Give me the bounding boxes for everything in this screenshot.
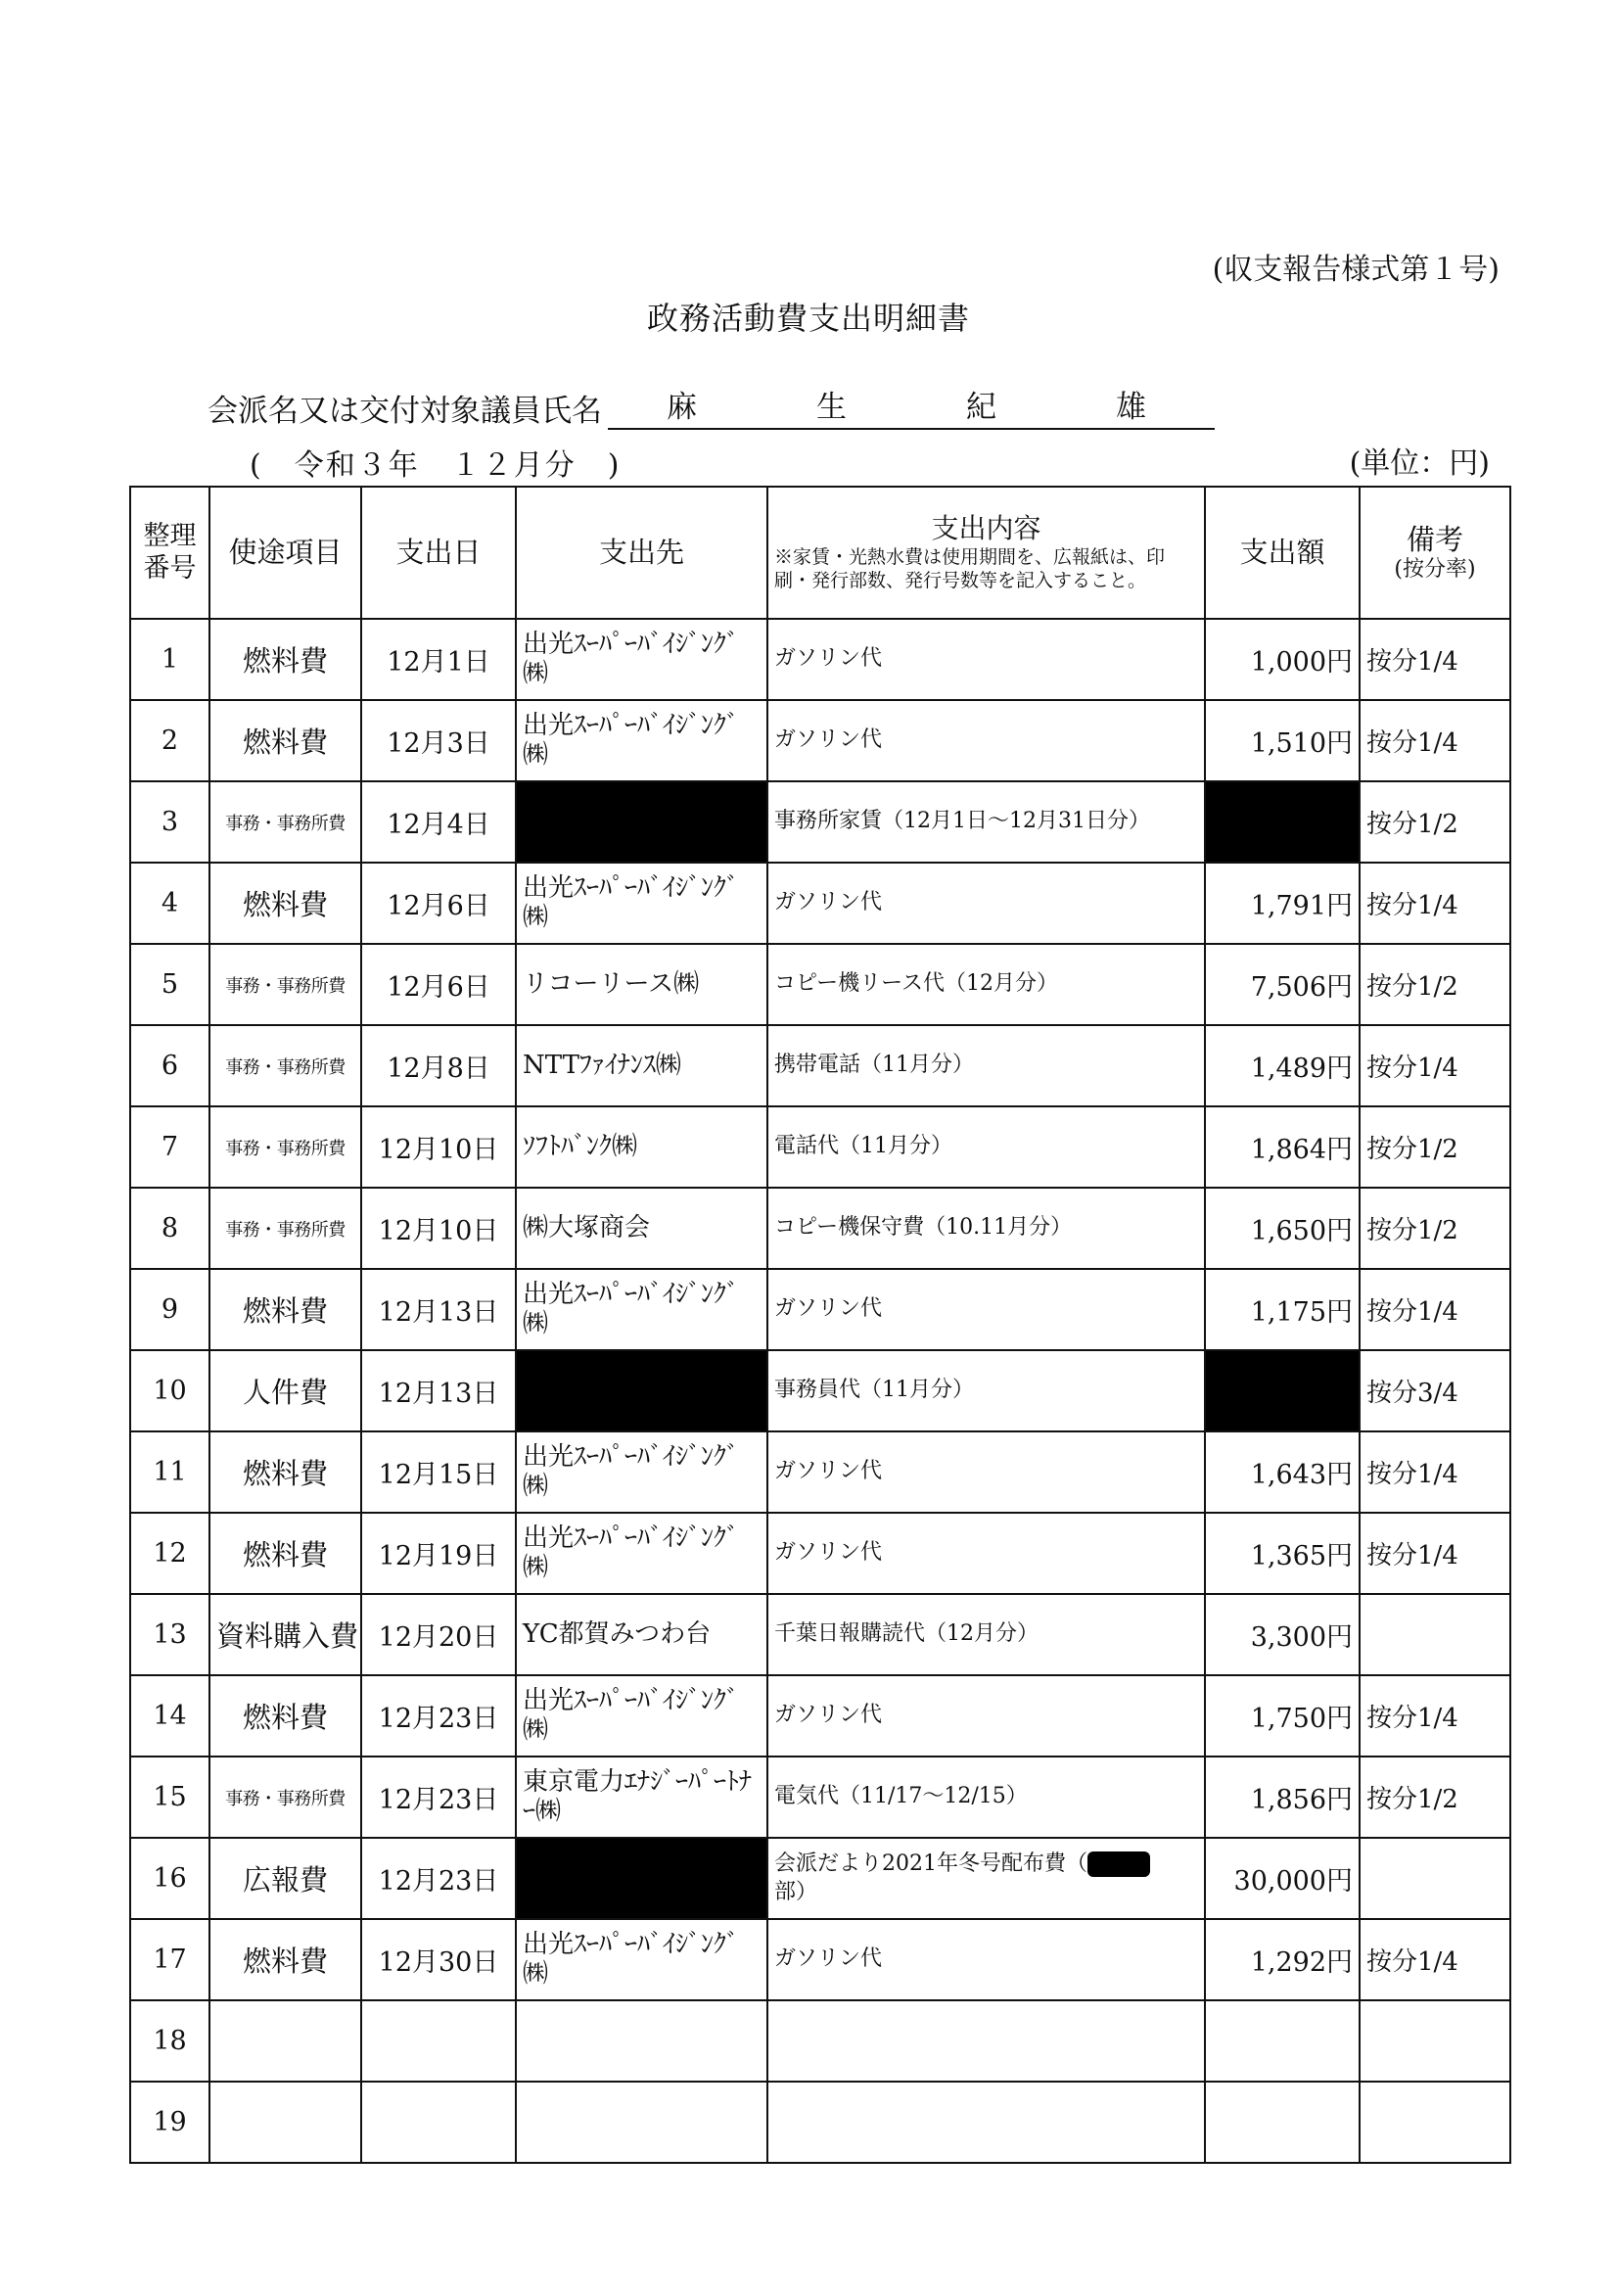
expense-detail: ガソリン代 <box>767 863 1205 944</box>
payee: 出光ｽｰﾊﾟｰﾊﾞｲｼﾞﾝｸﾞ㈱ <box>516 1513 767 1594</box>
expense-category: 事務・事務所費 <box>209 1106 361 1188</box>
expense-amount <box>1205 2000 1360 2082</box>
payee: 出光ｽｰﾊﾟｰﾊﾞｲｼﾞﾝｸﾞ㈱ <box>516 700 767 781</box>
table-header-row <box>130 487 1510 619</box>
expense-date: 12月30日 <box>361 1919 516 2000</box>
expense-category: 燃料費 <box>209 1513 361 1594</box>
expense-detail <box>767 2082 1205 2163</box>
expense-date: 12月3日 <box>361 700 516 781</box>
expense-amount: 1,856円 <box>1205 1757 1360 1838</box>
expense-amount: 1,489円 <box>1205 1025 1360 1106</box>
expense-amount: 1,000円 <box>1205 619 1360 700</box>
header-item: 使途項目 <box>209 487 361 619</box>
payee: NTTﾌｧｲﾅﾝｽ㈱ <box>516 1025 767 1106</box>
expense-table <box>129 486 1511 2164</box>
expense-category: 燃料費 <box>209 700 361 781</box>
header-amount: 支出額 <box>1205 487 1360 619</box>
table-row <box>130 1838 1510 1919</box>
header-payee: 支出先 <box>516 487 767 619</box>
table-row <box>130 944 1510 1025</box>
table-row <box>130 1106 1510 1188</box>
expense-date: 12月13日 <box>361 1269 516 1350</box>
name-char: 生 <box>816 390 847 425</box>
allocation-note: 按分1/4 <box>1360 863 1510 944</box>
header-date: 支出日 <box>361 487 516 619</box>
expense-detail: ガソリン代 <box>767 1269 1205 1350</box>
header-no: 整理番号 <box>130 487 209 619</box>
expense-amount: 7,506円 <box>1205 944 1360 1025</box>
row-number: 12 <box>130 1513 209 1594</box>
row-number: 1 <box>130 619 209 700</box>
name-char: 雄 <box>1116 390 1146 425</box>
payee: 出光ｽｰﾊﾟｰﾊﾞｲｼﾞﾝｸﾞ㈱ <box>516 863 767 944</box>
allocation-note: 按分1/4 <box>1360 1513 1510 1594</box>
expense-detail <box>767 2000 1205 2082</box>
expense-amount: 1,650円 <box>1205 1188 1360 1269</box>
allocation-note: 按分1/2 <box>1360 1188 1510 1269</box>
redaction-mark <box>1087 1851 1150 1877</box>
expense-amount: 1,864円 <box>1205 1106 1360 1188</box>
expense-amount: 1,365円 <box>1205 1513 1360 1594</box>
row-number: 10 <box>130 1350 209 1431</box>
table-row <box>130 700 1510 781</box>
table-row <box>130 781 1510 863</box>
header-detail <box>767 487 1205 619</box>
document-title: 政務活動費支出明細書 <box>646 300 970 337</box>
payee <box>516 2082 767 2163</box>
expense-category: 燃料費 <box>209 1431 361 1513</box>
expense-detail: ガソリン代 <box>767 700 1205 781</box>
row-number: 5 <box>130 944 209 1025</box>
table-row <box>130 1431 1510 1513</box>
allocation-note: 按分1/2 <box>1360 781 1510 863</box>
expense-category: 燃料費 <box>209 863 361 944</box>
expense-detail: ガソリン代 <box>767 1919 1205 2000</box>
expense-date: 12月6日 <box>361 863 516 944</box>
table-row <box>130 1269 1510 1350</box>
row-number: 9 <box>130 1269 209 1350</box>
payee: 出光ｽｰﾊﾟｰﾊﾞｲｼﾞﾝｸﾞ㈱ <box>516 1675 767 1757</box>
row-number: 3 <box>130 781 209 863</box>
row-number: 2 <box>130 700 209 781</box>
table-row <box>130 1757 1510 1838</box>
member-name-row <box>208 382 1215 430</box>
expense-category: 事務・事務所費 <box>209 781 361 863</box>
header-detail-note: ※家賃・光熱水費は使用期間を、広報紙は、印刷・発行部数、発行号数等を記入すること。 <box>774 545 1166 592</box>
expense-detail: コピー機リース代（12月分） <box>767 944 1205 1025</box>
table-row <box>130 1675 1510 1757</box>
allocation-note <box>1360 2082 1510 2163</box>
expense-date: 12月20日 <box>361 1594 516 1675</box>
table-row <box>130 1188 1510 1269</box>
row-number: 6 <box>130 1025 209 1106</box>
header-detail-main: 支出内容 <box>931 512 1041 545</box>
payee-redacted <box>516 781 767 863</box>
expense-date: 12月4日 <box>361 781 516 863</box>
expense-detail: 電気代（11/17～12/15） <box>767 1757 1205 1838</box>
expense-date: 12月6日 <box>361 944 516 1025</box>
member-name-label: 会派名又は交付対象議員氏名 <box>208 394 602 429</box>
expense-amount-redacted <box>1205 1350 1360 1431</box>
expense-category: 燃料費 <box>209 1919 361 2000</box>
row-number: 8 <box>130 1188 209 1269</box>
expense-category: 人件費 <box>209 1350 361 1431</box>
expense-detail: 携帯電話（11月分） <box>767 1025 1205 1106</box>
header-note <box>1360 487 1510 619</box>
allocation-note <box>1360 1594 1510 1675</box>
form-number: (収支報告様式第１号) <box>1212 253 1500 287</box>
allocation-note: 按分1/4 <box>1360 1269 1510 1350</box>
payee: 出光ｽｰﾊﾟｰﾊﾞｲｼﾞﾝｸﾞ㈱ <box>516 1431 767 1513</box>
row-number: 14 <box>130 1675 209 1757</box>
expense-amount: 1,510円 <box>1205 700 1360 781</box>
expense-detail: 千葉日報購読代（12月分） <box>767 1594 1205 1675</box>
expense-date: 12月10日 <box>361 1106 516 1188</box>
expense-amount: 1,750円 <box>1205 1675 1360 1757</box>
payee: 出光ｽｰﾊﾟｰﾊﾞｲｼﾞﾝｸﾞ㈱ <box>516 619 767 700</box>
allocation-note: 按分1/4 <box>1360 1675 1510 1757</box>
allocation-note: 按分1/4 <box>1360 619 1510 700</box>
allocation-note: 按分1/4 <box>1360 1919 1510 2000</box>
name-char: 紀 <box>966 390 996 425</box>
expense-amount: 1,791円 <box>1205 863 1360 944</box>
expense-category: 燃料費 <box>209 1675 361 1757</box>
table-row <box>130 1350 1510 1431</box>
table-row <box>130 1919 1510 2000</box>
expense-amount: 1,292円 <box>1205 1919 1360 2000</box>
expense-amount: 1,175円 <box>1205 1269 1360 1350</box>
table-row <box>130 1594 1510 1675</box>
expense-detail: 事務所家賃（12月1日～12月31日分） <box>767 781 1205 863</box>
allocation-note: 按分1/4 <box>1360 1431 1510 1513</box>
expense-amount <box>1205 2082 1360 2163</box>
expense-amount: 1,643円 <box>1205 1431 1360 1513</box>
expense-date: 12月1日 <box>361 619 516 700</box>
header-note-sub: (按分率) <box>1394 556 1476 582</box>
allocation-note <box>1360 2000 1510 2082</box>
allocation-note: 按分1/2 <box>1360 944 1510 1025</box>
row-number: 13 <box>130 1594 209 1675</box>
payee: 東京電力ｴﾅｼﾞｰﾊﾟｰﾄﾅｰ㈱ <box>516 1757 767 1838</box>
row-number: 7 <box>130 1106 209 1188</box>
row-number: 11 <box>130 1431 209 1513</box>
table-row <box>130 2000 1510 2082</box>
payee: ㈱大塚商会 <box>516 1188 767 1269</box>
expense-detail <box>767 1838 1205 1919</box>
expense-category: 事務・事務所費 <box>209 1757 361 1838</box>
expense-category: 資料購入費 <box>209 1594 361 1675</box>
expense-category: 燃料費 <box>209 1269 361 1350</box>
expense-detail: ガソリン代 <box>767 619 1205 700</box>
expense-date <box>361 2082 516 2163</box>
row-number: 16 <box>130 1838 209 1919</box>
expense-detail: 事務員代（11月分） <box>767 1350 1205 1431</box>
member-name-value <box>608 382 1215 430</box>
expense-date: 12月19日 <box>361 1513 516 1594</box>
payee: リコーリース㈱ <box>516 944 767 1025</box>
expense-detail: コピー機保守費（10.11月分） <box>767 1188 1205 1269</box>
row-number: 15 <box>130 1757 209 1838</box>
expense-category <box>209 2082 361 2163</box>
row-number: 4 <box>130 863 209 944</box>
detail-suffix: 部） <box>774 1879 818 1904</box>
table-row <box>130 863 1510 944</box>
table-row <box>130 1025 1510 1106</box>
allocation-note: 按分1/2 <box>1360 1106 1510 1188</box>
expense-date <box>361 2000 516 2082</box>
expense-category: 広報費 <box>209 1838 361 1919</box>
report-period: ( 令和３年 １２月分 ) <box>250 448 622 483</box>
detail-text: 会派だより2021年冬号配布費（ <box>774 1851 1087 1876</box>
expense-detail: ガソリン代 <box>767 1675 1205 1757</box>
expense-category: 燃料費 <box>209 619 361 700</box>
expense-date: 12月23日 <box>361 1675 516 1757</box>
expense-category: 事務・事務所費 <box>209 1188 361 1269</box>
expense-date: 12月13日 <box>361 1350 516 1431</box>
row-number: 19 <box>130 2082 209 2163</box>
header-note-main: 備考 <box>1406 522 1463 556</box>
payee: YC都賀みつわ台 <box>516 1594 767 1675</box>
allocation-note: 按分1/4 <box>1360 700 1510 781</box>
expense-amount: 3,300円 <box>1205 1594 1360 1675</box>
expense-date: 12月8日 <box>361 1025 516 1106</box>
payee: 出光ｽｰﾊﾟｰﾊﾞｲｼﾞﾝｸﾞ㈱ <box>516 1919 767 2000</box>
expense-date: 12月15日 <box>361 1431 516 1513</box>
table-row <box>130 619 1510 700</box>
currency-unit: (単位：円) <box>1349 446 1490 481</box>
table-row <box>130 2082 1510 2163</box>
payee-redacted <box>516 1838 767 1919</box>
expense-category: 事務・事務所費 <box>209 944 361 1025</box>
row-number: 17 <box>130 1919 209 2000</box>
expense-amount-redacted <box>1205 781 1360 863</box>
expense-date: 12月23日 <box>361 1757 516 1838</box>
expense-category: 事務・事務所費 <box>209 1025 361 1106</box>
name-char: 麻 <box>667 390 697 425</box>
expense-detail: ガソリン代 <box>767 1431 1205 1513</box>
expense-detail: 電話代（11月分） <box>767 1106 1205 1188</box>
allocation-note: 按分3/4 <box>1360 1350 1510 1431</box>
expense-detail: ガソリン代 <box>767 1513 1205 1594</box>
expense-amount: 30,000円 <box>1205 1838 1360 1919</box>
expense-category <box>209 2000 361 2082</box>
payee-redacted <box>516 1350 767 1431</box>
allocation-note <box>1360 1838 1510 1919</box>
expense-date: 12月10日 <box>361 1188 516 1269</box>
allocation-note: 按分1/4 <box>1360 1025 1510 1106</box>
allocation-note: 按分1/2 <box>1360 1757 1510 1838</box>
expense-date: 12月23日 <box>361 1838 516 1919</box>
payee: ｿﾌﾄﾊﾞﾝｸ㈱ <box>516 1106 767 1188</box>
payee: 出光ｽｰﾊﾟｰﾊﾞｲｼﾞﾝｸﾞ㈱ <box>516 1269 767 1350</box>
payee <box>516 2000 767 2082</box>
table-row <box>130 1513 1510 1594</box>
row-number: 18 <box>130 2000 209 2082</box>
